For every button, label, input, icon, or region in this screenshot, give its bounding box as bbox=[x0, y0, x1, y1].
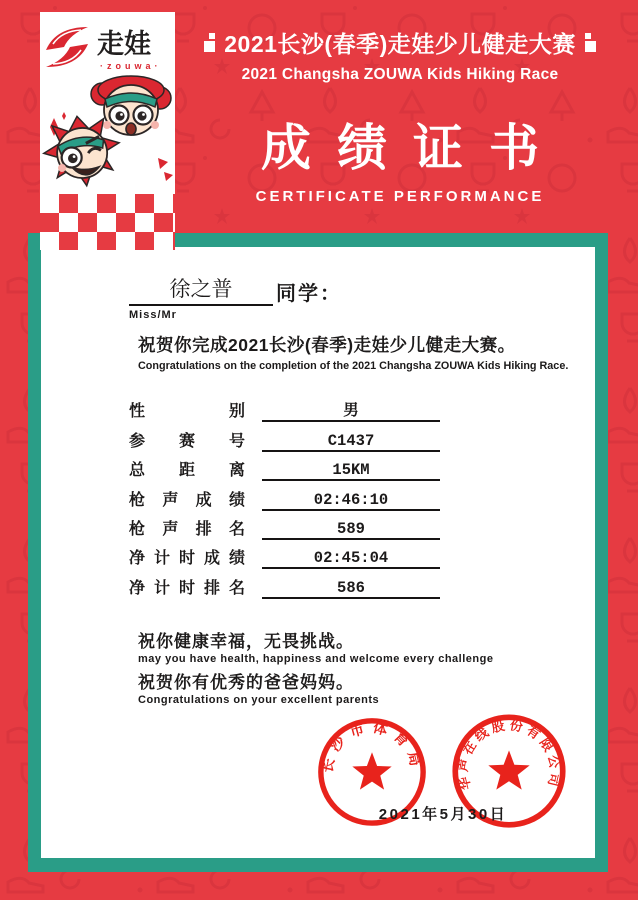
header bbox=[186, 26, 614, 205]
mascots-illustration bbox=[42, 70, 174, 192]
field-label: 性别 bbox=[129, 403, 245, 421]
title-bracket-right-icon bbox=[585, 33, 596, 52]
girl-face bbox=[91, 76, 171, 135]
field-value: 男 bbox=[262, 398, 440, 422]
field-row-gender bbox=[129, 393, 440, 422]
field-row-distance bbox=[129, 452, 440, 481]
field-value: 586 bbox=[262, 579, 440, 599]
field-value: C1437 bbox=[262, 432, 440, 452]
triangle-accent-icon bbox=[164, 172, 173, 181]
triangle-accent-icon bbox=[158, 158, 168, 169]
field-label: 枪声成绩 bbox=[129, 491, 245, 509]
sparkle-icon bbox=[62, 112, 66, 120]
recipient-row bbox=[129, 273, 342, 306]
field-label: 净计时排名 bbox=[129, 579, 245, 597]
field-row-gun-rank bbox=[129, 511, 440, 540]
teal-frame bbox=[28, 233, 608, 872]
congrats-line-cn: 祝贺你完成2021长沙(春季)走娃少儿健走大赛。 bbox=[138, 335, 516, 355]
field-value: 02:46:10 bbox=[262, 491, 440, 511]
logo-strip-white bbox=[40, 12, 175, 194]
zouwa-logo-sub: ·zouwa· bbox=[100, 61, 162, 71]
stamp-text: 长沙市体育局 bbox=[319, 719, 425, 775]
congrats-line-en: Congratulations on the completion of the 2021 Changsha ZOUWA Kids Hiking Race. bbox=[138, 360, 569, 372]
logo-strip bbox=[40, 12, 175, 250]
checkerboard-decoration bbox=[40, 194, 175, 250]
stamp-text: 华声在线股份有限公司 bbox=[455, 717, 563, 792]
field-label: 枪声排名 bbox=[129, 520, 245, 538]
zouwa-logo-cn: 走娃 bbox=[97, 29, 151, 59]
zouwa-logo-mark bbox=[46, 27, 88, 67]
field-row-net-rank bbox=[129, 569, 440, 598]
recipient-suffix: 同学： bbox=[276, 283, 342, 305]
recipient-name: 徐之普 bbox=[129, 273, 273, 306]
field-value: 02:45:04 bbox=[262, 549, 440, 569]
certificate-title-cn: 成绩证书 bbox=[261, 120, 565, 176]
event-title-row bbox=[186, 26, 614, 59]
field-row-bib-number bbox=[129, 422, 440, 451]
wish-health-en: may you have health, happiness and welcome every challenge bbox=[138, 653, 494, 665]
title-bracket-left-icon bbox=[204, 33, 215, 52]
result-fields bbox=[129, 393, 440, 599]
field-label: 净计时成绩 bbox=[129, 550, 245, 568]
field-label: 总距离 bbox=[129, 462, 245, 480]
event-title-en: 2021 Changsha ZOUWA Kids Hiking Race bbox=[241, 66, 559, 83]
field-value: 15KM bbox=[262, 461, 440, 481]
wish-parents-en: Congratulations on your excellent parents bbox=[138, 694, 380, 706]
field-row-gun-time bbox=[129, 481, 440, 510]
certificate-paper bbox=[41, 247, 595, 858]
wish-health-cn: 祝你健康幸福，无畏挑战。 bbox=[138, 632, 354, 651]
wish-parents-cn: 祝贺你有优秀的爸爸妈妈。 bbox=[138, 673, 354, 692]
recipient-sub-label: Miss/Mr bbox=[129, 309, 177, 321]
event-title-cn: 2021长沙(春季)走娃少儿健走大赛 bbox=[224, 31, 576, 57]
issue-date: 2021年5月30日 bbox=[378, 806, 508, 823]
field-value: 589 bbox=[262, 520, 440, 540]
field-row-net-time bbox=[129, 540, 440, 569]
field-label: 参赛号 bbox=[129, 432, 245, 450]
certificate-title-en: CERTIFICATE PERFORMANCE bbox=[255, 188, 545, 205]
